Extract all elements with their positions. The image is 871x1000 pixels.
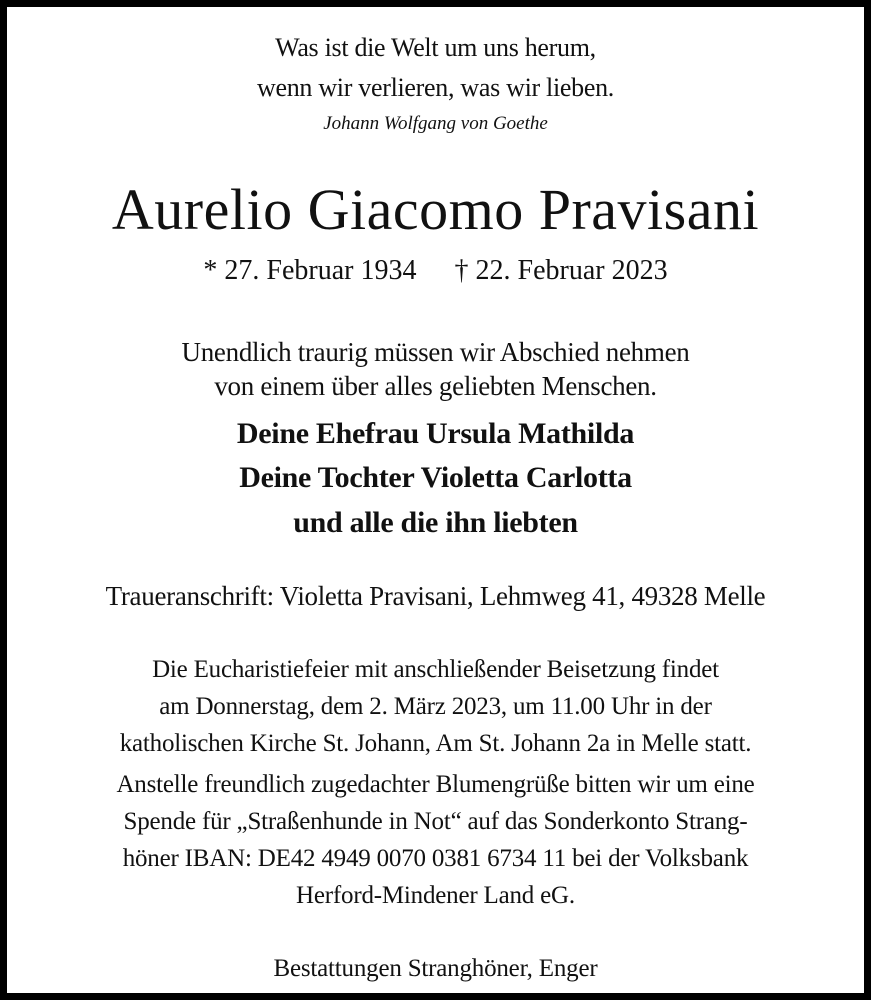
intro-line-1: Unendlich traurig müssen wir Abschied nehmen xyxy=(181,337,690,367)
service-line-1: Die Eucharistiefeier mit anschließender Beisetzung findet xyxy=(152,656,719,683)
service-line-2: am Donnerstag, dem 2. März 2023, um 11.00 Uhr in der xyxy=(159,693,712,720)
donation-line-2: Spende für „Straßenhunde in Not“ auf das Sonderkonto Strang- xyxy=(123,808,748,835)
deceased-name: Aurelio Giacomo Pravisani xyxy=(111,177,760,242)
donation-line-3: höner IBAN: DE42 4949 0070 0381 6734 11 bei der Volksbank xyxy=(122,845,749,872)
family-line-2: Deine Tochter Violetta Carlotta xyxy=(239,461,632,494)
life-dates xyxy=(7,255,864,287)
family-line-3: und alle die ihn liebten xyxy=(293,506,578,539)
death-date: † 22. Februar 2023 xyxy=(454,255,668,286)
intro-line-2: von einem über alles geliebten Menschen. xyxy=(214,371,657,401)
obituary-notice xyxy=(7,7,864,993)
birth-date: * 27. Februar 1934 xyxy=(203,255,417,286)
donation-line-4: Herford-Mindener Land eG. xyxy=(296,882,575,909)
mourning-address: Traueranschrift: Violetta Pravisani, Lehmweg 41, 49328 Melle xyxy=(105,581,766,611)
donation-line-1: Anstelle freundlich zugedachter Blumengrüße bitten wir um eine xyxy=(116,771,755,798)
service-line-3: katholischen Kirche St. Johann, Am St. Johann 2a in Melle statt. xyxy=(119,730,752,757)
family-line-1: Deine Ehefrau Ursula Mathilda xyxy=(236,417,635,450)
quote-line-1: Was ist die Welt um uns herum, xyxy=(275,33,596,62)
funeral-home: Bestattungen Stranghöner, Enger xyxy=(273,955,598,982)
quote-author: Johann Wolfgang von Goethe xyxy=(323,113,548,134)
quote-line-2: wenn wir verlieren, was wir lieben. xyxy=(257,73,614,102)
